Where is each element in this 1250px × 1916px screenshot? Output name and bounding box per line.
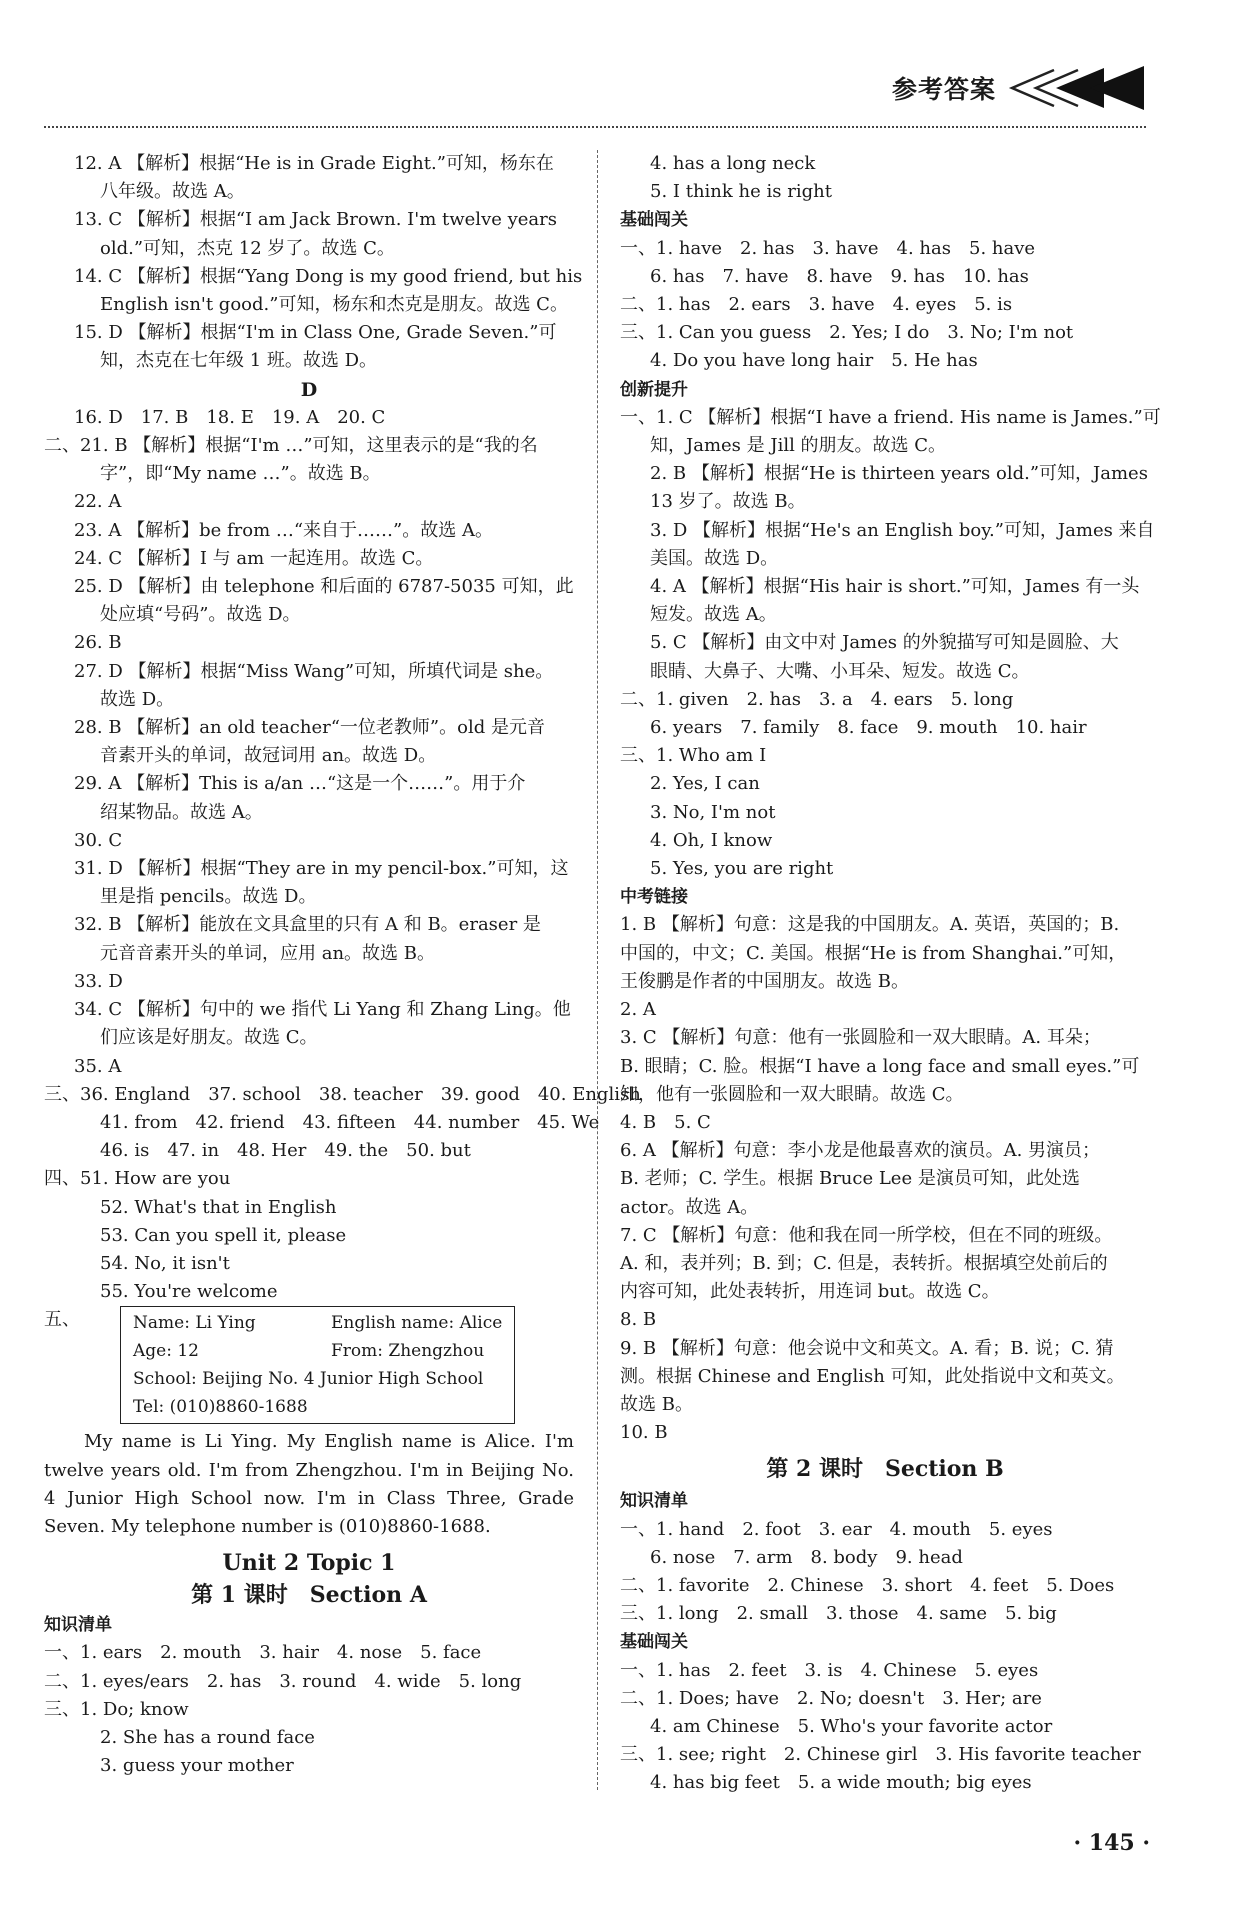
answer-line: 33. D xyxy=(74,970,123,992)
section-heading: 创新提升 xyxy=(620,379,688,400)
answer-line: 52. What's that in English xyxy=(100,1196,337,1218)
answer-line: 13. C 【解析】根据“I am Jack Brown. I'm twelve years xyxy=(74,209,558,231)
composition-paragraph: My name is Li Ying. My English name is Alice. I'm twelve years old. I'm from Zhengzhou. I'm in Beijing No. 4 Junior High School now. I'm in Class Three, Grade Seven. My telephone number is (010)8860-1688. xyxy=(44,1431,574,1537)
answer-line: 短发。故选 A。 xyxy=(650,604,777,626)
answer-line: 24. C 【解析】I 与 am 一起连用。故选 C。 xyxy=(74,547,434,569)
answer-line: 知，James 是 Jill 的朋友。故选 C。 xyxy=(650,435,947,457)
answer-line: 14. C 【解析】根据“Yang Dong is my good friend, but his xyxy=(74,265,583,287)
card-name: Name: Li Ying xyxy=(133,1313,256,1334)
answer-line: 8. B xyxy=(620,1309,657,1331)
answer-line: 9. B 【解析】句意：他会说中文和英文。A. 看；B. 说；C. 猜 xyxy=(620,1337,1114,1359)
answer-line: 八年级。故选 A。 xyxy=(100,181,245,203)
section-letter: D xyxy=(300,378,318,401)
answer-line: 6. years 7. family 8. face 9. mouth 10. hair xyxy=(650,717,1087,739)
answer-line: 4. B 5. C xyxy=(620,1111,711,1133)
section-heading: 知识清单 xyxy=(44,1615,112,1636)
answer-line: 5. C 【解析】由文中对 James 的外貌描写可知是圆脸、大 xyxy=(650,632,1119,654)
answer-line: 故选 D。 xyxy=(100,688,175,710)
answer-line: 5. I think he is right xyxy=(650,181,832,203)
answer-line: 13 岁了。故选 B。 xyxy=(650,491,806,513)
answer-line: 22. A xyxy=(74,491,122,513)
answer-line: 王俊鹏是作者的中国朋友。故选 B。 xyxy=(620,970,909,992)
card-school: School: Beijing No. 4 Junior High School xyxy=(133,1369,484,1390)
column-divider xyxy=(597,150,598,1790)
answer-line: 5. Yes, you are right xyxy=(650,858,834,880)
answer-line: A. 和，表并列；B. 到；C. 但是，表转折。根据填空处前后的 xyxy=(620,1252,1108,1274)
answer-line: 二、1. favorite 2. Chinese 3. short 4. feet 5. Does xyxy=(620,1574,1115,1596)
answer-line: 三、1. Who am I xyxy=(620,745,767,767)
answer-line: 二、1. given 2. has 3. a 4. ears 5. long xyxy=(620,688,1014,710)
answer-line: 1. B 【解析】句意：这是我的中国朋友。A. 英语，英国的；B. xyxy=(620,914,1120,936)
answer-line: 12. A 【解析】根据“He is in Grade Eight.”可知，杨东在 xyxy=(74,153,554,174)
answer-line: 知，杰克在七年级 1 班。故选 D。 xyxy=(100,350,378,372)
lesson-title: 第 1 课时 Section A xyxy=(191,1582,427,1609)
answer-line: 29. A 【解析】This is a/an …“这是一个……”。用于介 xyxy=(74,773,526,795)
answer-line: 元音音素开头的单词，应用 an。故选 B。 xyxy=(100,942,435,964)
answer-line: 30. C xyxy=(74,829,123,851)
answer-line: 4. Oh, I know xyxy=(650,829,773,851)
answer-line: 6. has 7. have 8. have 9. has 10. has xyxy=(650,265,1029,287)
form-card-section xyxy=(44,1306,574,1424)
arrows-icon xyxy=(1006,62,1146,112)
left-column xyxy=(44,150,641,1780)
answer-line: 32. B 【解析】能放在文具盒里的只有 A 和 B。eraser 是 xyxy=(74,914,541,936)
answer-line: 3. C 【解析】句意：他有一张圆脸和一双大眼睛。A. 耳朵； xyxy=(620,1027,1101,1049)
answer-line: actor。故选 A。 xyxy=(620,1196,759,1218)
answer-line: 53. Can you spell it, please xyxy=(100,1224,347,1246)
answer-line: 知，他有一张圆脸和一双大眼睛。故选 C。 xyxy=(620,1083,964,1105)
unit-title: Unit 2 Topic 1 xyxy=(222,1550,396,1577)
answer-line: 二、1. eyes/ears 2. has 3. round 4. wide 5. long xyxy=(44,1670,522,1692)
answer-line: 7. C 【解析】句意：他和我在同一所学校，但在不同的班级。 xyxy=(620,1224,1113,1246)
answer-line: 四、51. How are you xyxy=(44,1168,231,1190)
answer-line: 三、1. see; right 2. Chinese girl 3. His favorite teacher xyxy=(620,1744,1141,1766)
answer-line: 字”，即“My name …”。故选 B。 xyxy=(100,463,381,485)
info-card xyxy=(120,1306,515,1424)
answer-line: 15. D 【解析】根据“I'm in Class One, Grade Seven.”可 xyxy=(74,322,557,344)
right-column xyxy=(620,150,1161,1798)
header-title: 参考答案 xyxy=(891,75,996,104)
section-label: 五、 xyxy=(44,1309,80,1331)
answer-line: 26. B xyxy=(74,632,122,654)
card-from: From: Zhengzhou xyxy=(331,1341,485,1362)
answer-line: 处应填“号码”。故选 D。 xyxy=(100,604,301,626)
answer-line: 2. B 【解析】根据“He is thirteen years old.”可知，James xyxy=(650,463,1148,485)
answer-line: 三、1. Do; know xyxy=(44,1698,189,1720)
answer-line: 41. from 42. friend 43. fifteen 44. number 45. We xyxy=(100,1111,600,1133)
answer-line: 6. A 【解析】句意：李小龙是他最喜欢的演员。A. 男演员； xyxy=(620,1140,1101,1162)
answer-line: 35. A xyxy=(74,1055,122,1077)
lesson-title: 第 2 课时 Section B xyxy=(766,1456,1004,1483)
answer-line: 16. D 17. B 18. E 19. A 20. C xyxy=(74,406,386,428)
answer-line: 中国的，中文；C. 美国。根据“He is from Shanghai.”可知， xyxy=(620,942,1127,964)
answer-line: 音素开头的单词，故冠词用 an。故选 D。 xyxy=(100,745,437,767)
card-english-name: English name: Alice xyxy=(331,1313,503,1334)
answer-line: 3. guess your mother xyxy=(100,1755,294,1777)
answer-line: 测。根据 Chinese and English 可知，此处指说中文和英文。 xyxy=(620,1365,1125,1387)
answer-line: 眼睛、大鼻子、大嘴、小耳朵、短发。故选 C。 xyxy=(650,660,1030,682)
answer-line: 10. B xyxy=(620,1422,668,1444)
answer-line: old.”可知，杰克 12 岁了。故选 C。 xyxy=(100,237,395,259)
answer-line: B. 眼睛；C. 脸。根据“I have a long face and small eyes.”可 xyxy=(620,1055,1140,1077)
answer-line: 27. D 【解析】根据“Miss Wang”可知，所填代词是 she。 xyxy=(74,660,554,682)
answer-line: 28. B 【解析】an old teacher“一位老教师”。old 是元音 xyxy=(74,717,545,739)
answer-line: 2. Yes, I can xyxy=(650,773,760,795)
answer-line: 三、1. long 2. small 3. those 4. same 5. big xyxy=(620,1603,1057,1625)
card-tel: Tel: (010)8860-1688 xyxy=(133,1397,308,1418)
answer-line: B. 老师；C. 学生。根据 Bruce Lee 是演员可知，此处选 xyxy=(620,1168,1080,1190)
answer-line: 6. nose 7. arm 8. body 9. head xyxy=(650,1546,963,1568)
page-number: · 145 · xyxy=(1073,1830,1150,1856)
answer-line: 4. Do you have long hair 5. He has xyxy=(650,350,978,372)
answer-line: 25. D 【解析】由 telephone 和后面的 6787-5035 可知，此 xyxy=(74,576,574,598)
card-age: Age: 12 xyxy=(133,1341,199,1362)
answer-line: 二、1. Does; have 2. No; doesn't 3. Her; are xyxy=(620,1687,1042,1709)
page-header xyxy=(44,62,1146,128)
section-heading: 基础闯关 xyxy=(620,210,688,231)
answer-line: 34. C 【解析】句中的 we 指代 Li Yang 和 Zhang Ling。他 xyxy=(74,999,571,1021)
answer-line: 绍某物品。故选 A。 xyxy=(100,801,263,823)
answer-line: 一、1. has 2. feet 3. is 4. Chinese 5. eyes xyxy=(620,1659,1039,1681)
answer-line: 3. No, I'm not xyxy=(650,801,776,823)
answer-line: 2. A xyxy=(620,999,656,1021)
answer-line: English isn't good.”可知，杨东和杰克是朋友。故选 C。 xyxy=(100,294,568,316)
answer-line: 23. A 【解析】be from …“来自于……”。故选 A。 xyxy=(74,519,493,541)
answer-line: 4. A 【解析】根据“His hair is short.”可知，James 有一头 xyxy=(650,576,1140,598)
answer-line: 一、1. have 2. has 3. have 4. has 5. have xyxy=(620,237,1036,259)
answer-line: 3. D 【解析】根据“He's an English boy.”可知，James 来自 xyxy=(650,519,1155,541)
answer-line: 三、1. Can you guess 2. Yes; I do 3. No; I'm not xyxy=(620,322,1074,344)
answer-line: 4. has a long neck xyxy=(650,153,816,174)
answer-line: 二、21. B 【解析】根据“I'm …”可知，这里表示的是“我的名 xyxy=(44,435,538,457)
section-heading: 中考链接 xyxy=(620,887,688,908)
answer-line: 2. She has a round face xyxy=(100,1726,315,1748)
section-heading: 知识清单 xyxy=(620,1491,688,1512)
answer-line: 一、1. hand 2. foot 3. ear 4. mouth 5. eyes xyxy=(620,1518,1053,1540)
answer-line: 里是指 pencils。故选 D。 xyxy=(100,886,317,908)
answer-line: 故选 B。 xyxy=(620,1393,693,1415)
section-heading: 基础闯关 xyxy=(620,1632,688,1653)
answer-line: 55. You're welcome xyxy=(100,1281,278,1303)
header-divider xyxy=(44,126,1146,128)
answer-line: 美国。故选 D。 xyxy=(650,547,779,569)
answer-line: 三、36. England 37. school 38. teacher 39. good 40. English xyxy=(44,1083,641,1105)
answer-line: 46. is 47. in 48. Her 49. the 50. but xyxy=(100,1140,471,1162)
answer-line: 4. has big feet 5. a wide mouth; big eyes xyxy=(650,1772,1032,1794)
answer-line: 二、1. has 2. ears 3. have 4. eyes 5. is xyxy=(620,294,1013,316)
answer-line: 们应该是好朋友。故选 C。 xyxy=(100,1027,318,1049)
answer-line: 4. am Chinese 5. Who's your favorite actor xyxy=(650,1715,1053,1737)
answer-line: 一、1. C 【解析】根据“I have a friend. His name is James.”可 xyxy=(620,406,1161,428)
answer-line: 一、1. ears 2. mouth 3. hair 4. nose 5. face xyxy=(44,1642,482,1664)
answer-line: 31. D 【解析】根据“They are in my pencil-box.”可知，这 xyxy=(74,858,569,880)
answer-line: 内容可知，此处表转折，用连词 but。故选 C。 xyxy=(620,1281,1000,1303)
answer-line: 54. No, it isn't xyxy=(100,1252,230,1274)
